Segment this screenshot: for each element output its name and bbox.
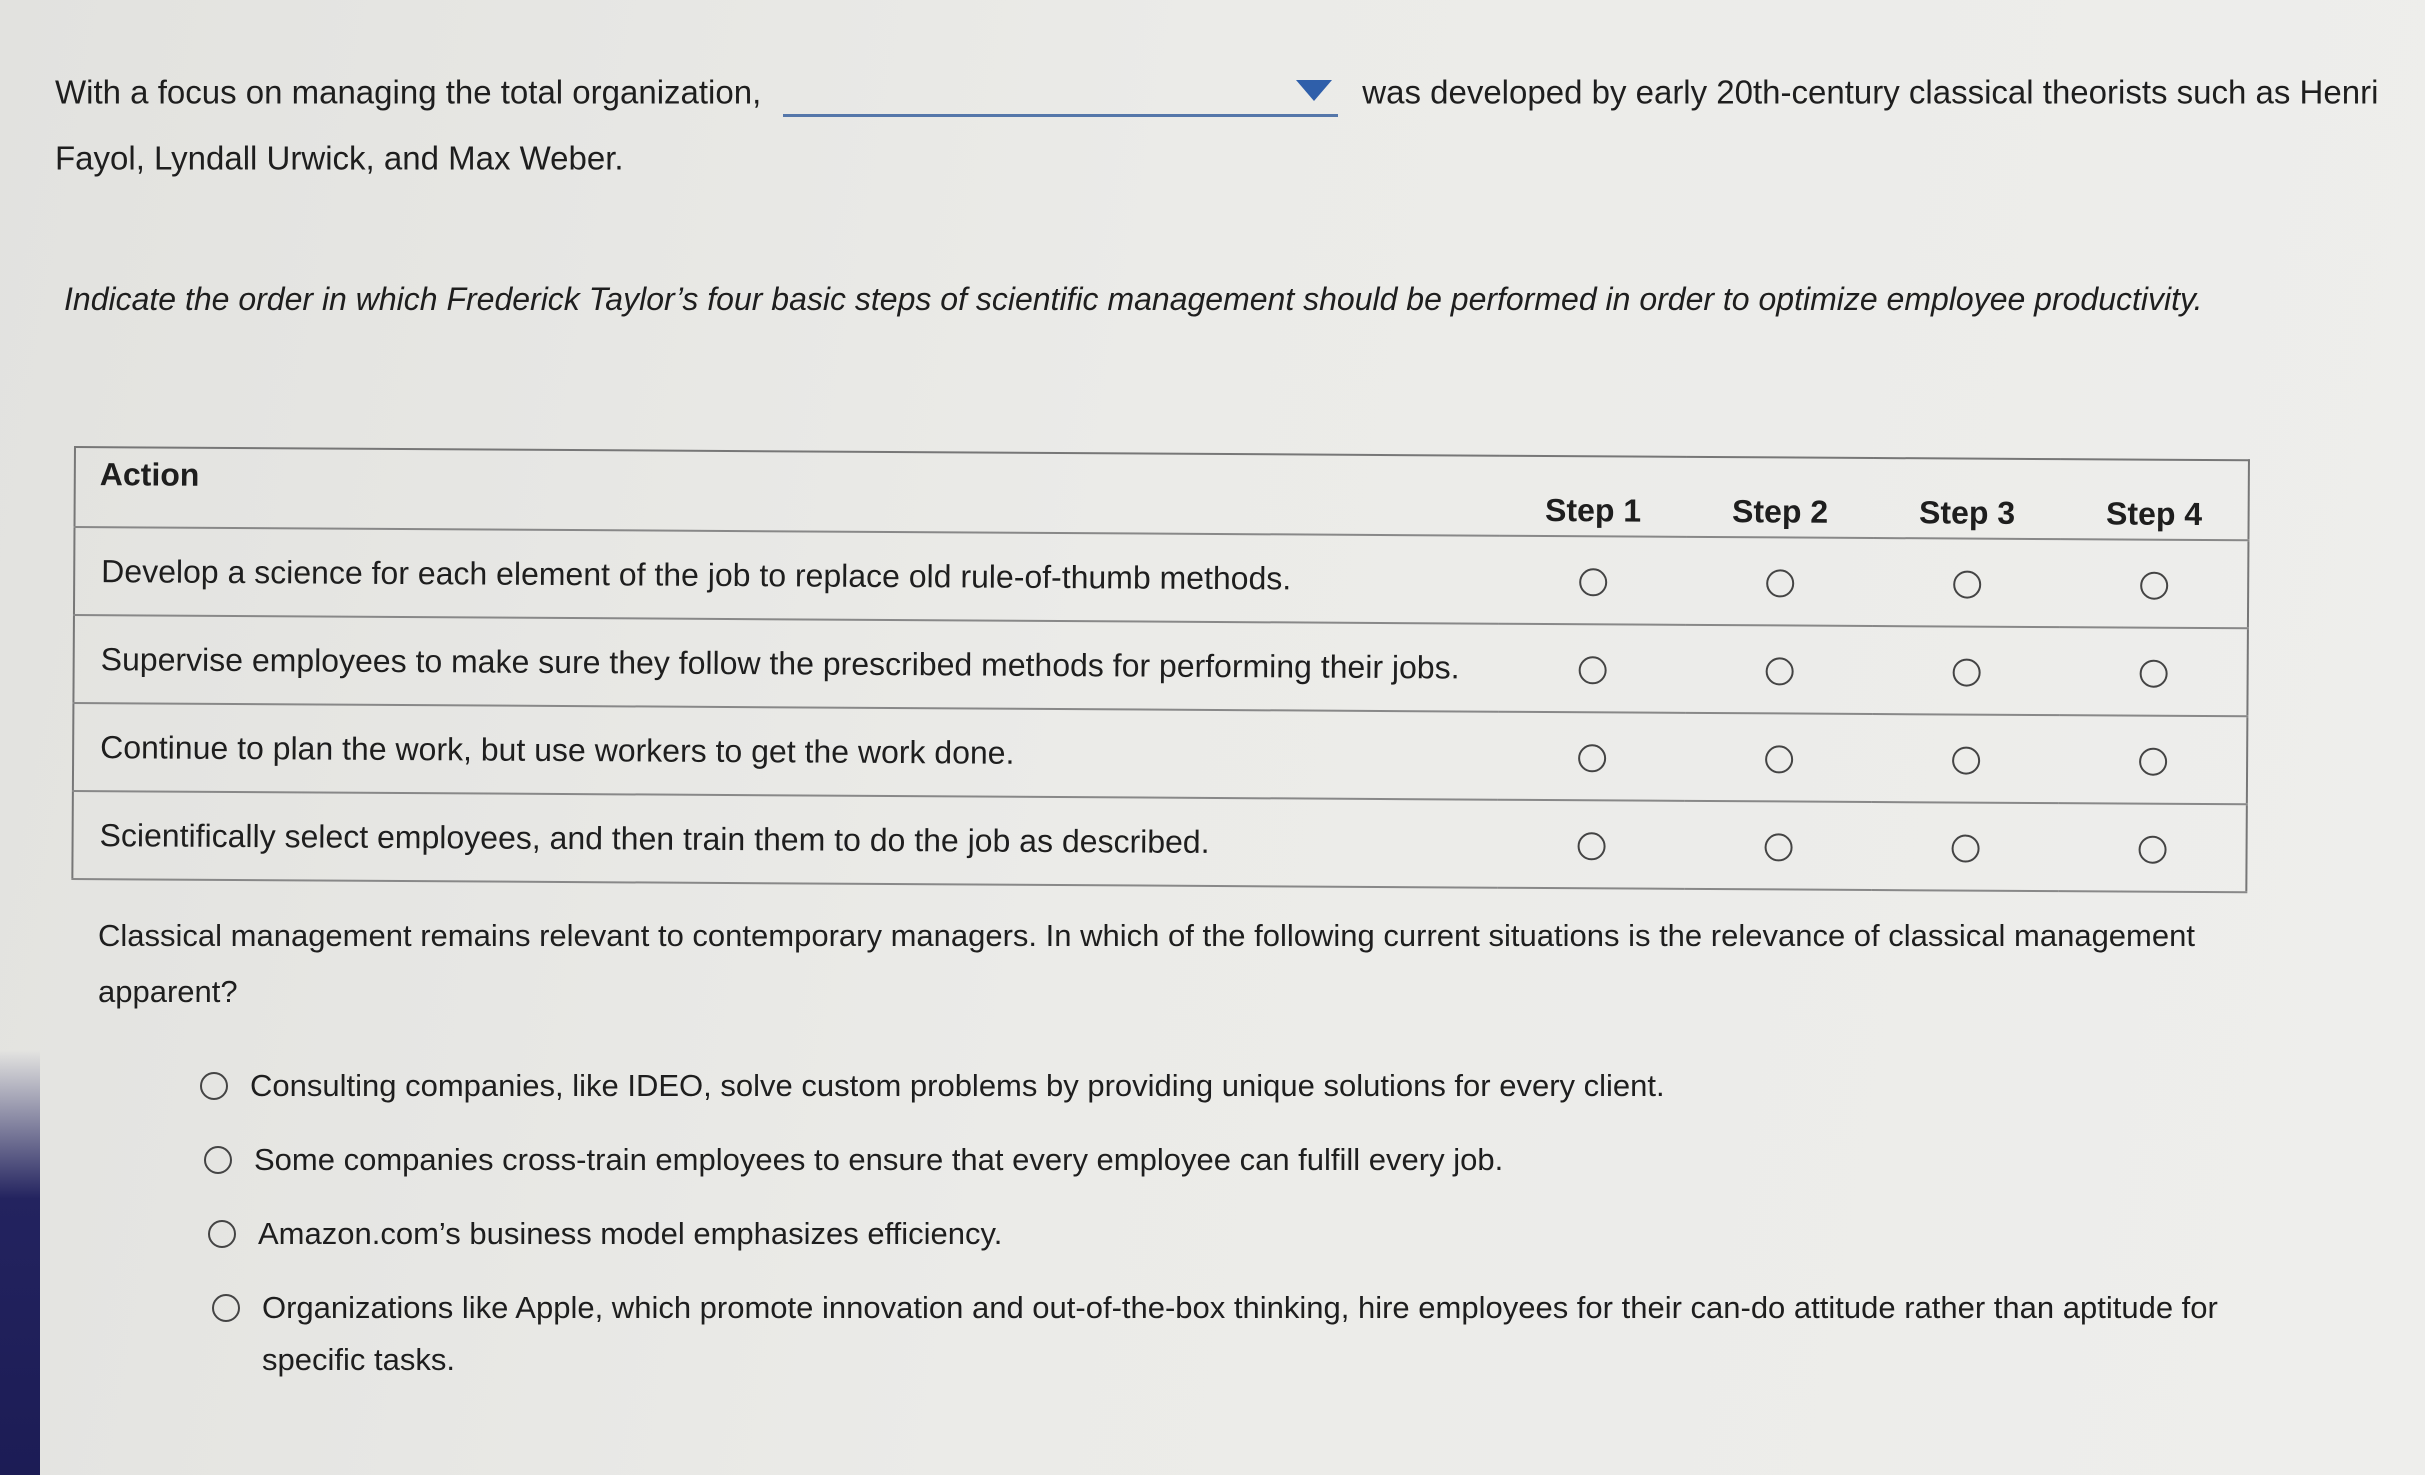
screen-edge-shadow (0, 1050, 40, 1475)
matrix-row-1 (74, 527, 2248, 628)
row-4-step-3-radio[interactable] (1951, 835, 1979, 863)
organization-dropdown[interactable] (783, 68, 1338, 117)
matrix-row-3 (73, 703, 2247, 804)
row-1-step-1-radio[interactable] (1579, 568, 1607, 596)
matrix-row-4 (72, 791, 2246, 892)
question-1-text-before: With a focus on managing the total organization, (55, 73, 762, 111)
option-3-label[interactable]: Amazon.com’s business model emphasizes efficiency. (258, 1216, 1003, 1251)
option-cross-train[interactable] (204, 1134, 2230, 1186)
action-label-2: Supervise employees to make sure they follow the prescribed methods for performing their jobs. (73, 615, 1499, 712)
row-1-step-3-radio[interactable] (1953, 571, 1981, 599)
row-4-step-2-radio[interactable] (1764, 833, 1792, 861)
option-apple[interactable] (212, 1282, 2230, 1386)
action-column-header: Action (99, 456, 200, 493)
question-1-text-after: was developed by early 20th-century classical theorists such as Henri Fayol, Lyndall Urwick, and Max Weber. (55, 73, 2379, 177)
row-3-step-4-radio[interactable] (2139, 748, 2167, 776)
matrix-header-row (75, 447, 2249, 540)
chevron-down-icon[interactable] (1296, 80, 1332, 101)
row-2-step-1-radio[interactable] (1578, 656, 1606, 684)
row-4-step-1-radio[interactable] (1577, 832, 1605, 860)
question-3-prompt: Classical management remains relevant to contemporary managers. In which of the following current situations is the relevance of classical management apparent? (98, 918, 2195, 1009)
question-3-options (200, 1060, 2230, 1408)
option-4-radio[interactable] (212, 1294, 240, 1322)
step-2-header: Step 2 (1732, 493, 1829, 530)
row-4-step-4-radio[interactable] (2138, 836, 2166, 864)
matrix-row-2 (73, 615, 2247, 716)
option-1-label[interactable]: Consulting companies, like IDEO, solve custom problems by providing unique solutions for every client. (250, 1068, 1665, 1103)
step-4-header: Step 4 (2106, 495, 2203, 533)
action-label-3: Continue to plan the work, but use workers to get the work done. (73, 703, 1499, 800)
row-2-step-4-radio[interactable] (2139, 660, 2167, 688)
row-2-step-3-radio[interactable] (1952, 659, 1980, 687)
row-1-step-2-radio[interactable] (1766, 569, 1794, 597)
row-2-step-2-radio[interactable] (1765, 657, 1793, 685)
question-2-instruction: Indicate the order in which Frederick Taylor’s four basic steps of scientific management should be performed in order to optimize employee productivity. (64, 281, 2203, 317)
row-3-step-2-radio[interactable] (1765, 745, 1793, 773)
option-2-label[interactable]: Some companies cross-train employees to ensure that every employee can fulfill every job. (254, 1142, 1504, 1177)
steps-matrix (71, 446, 2250, 893)
question-1-sentence (55, 58, 2385, 191)
action-label-4: Scientifically select employees, and then train them to do the job as described. (72, 791, 1498, 888)
row-3-step-1-radio[interactable] (1578, 744, 1606, 772)
option-3-radio[interactable] (208, 1220, 236, 1248)
option-amazon[interactable] (208, 1208, 2230, 1260)
row-3-step-3-radio[interactable] (1952, 747, 1980, 775)
option-1-radio[interactable] (200, 1072, 228, 1100)
step-3-header: Step 3 (1919, 494, 2016, 531)
option-4-label[interactable]: Organizations like Apple, which promote innovation and out-of-the-box thinking, hire employees for their can-do attitude rather than aptitude for specific tasks. (262, 1290, 2218, 1377)
option-ideo[interactable] (200, 1060, 2230, 1112)
option-2-radio[interactable] (204, 1146, 232, 1174)
action-label-1: Develop a science for each element of the job to replace old rule-of-thumb methods. (74, 527, 1500, 624)
step-1-header: Step 1 (1545, 491, 1642, 529)
row-1-step-4-radio[interactable] (2140, 572, 2168, 600)
